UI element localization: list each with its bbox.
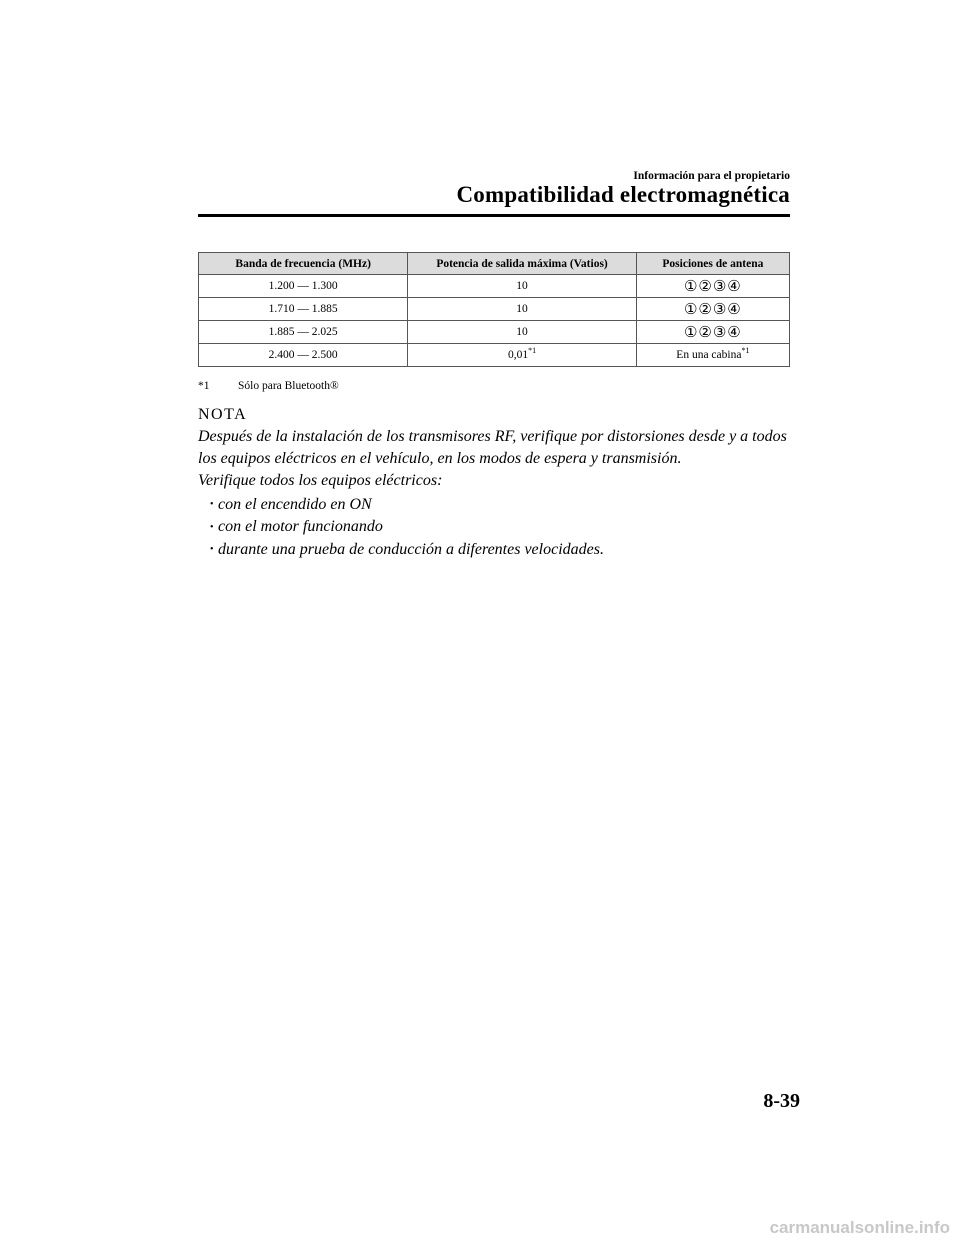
cell-antenna-positions: ①②③④: [636, 275, 789, 298]
cell-power: 10: [408, 321, 636, 344]
page-title: Compatibilidad electromagnética: [456, 182, 790, 207]
note-body: [198, 426, 798, 492]
cell-power: 10: [408, 298, 636, 321]
table-row: [199, 321, 790, 344]
cell-band: 1.200 ― 1.300: [199, 275, 408, 298]
table-header-row: [199, 253, 790, 275]
table-footnote: [198, 380, 339, 392]
list-item: [210, 516, 604, 538]
list-item: [210, 539, 604, 561]
column-header-power: Potencia de salida máxima (Vatios): [408, 253, 636, 275]
footnote-text: Sólo para Bluetooth®: [238, 380, 339, 392]
cell-antenna-positions: ①②③④: [636, 298, 789, 321]
header-divider: [198, 214, 790, 217]
column-header-band: Banda de frecuencia (MHz): [199, 253, 408, 275]
frequency-table: [198, 252, 790, 367]
note-bullet-list: [210, 494, 604, 561]
cell-power: 10: [408, 275, 636, 298]
table-row: [199, 275, 790, 298]
footnote-mark: *1: [198, 380, 210, 392]
note-label: NOTA: [198, 406, 248, 423]
table-row: [199, 344, 790, 367]
cell-power: [408, 344, 636, 367]
cell-band: 2.400 ― 2.500: [199, 344, 408, 367]
bullet-icon: •: [210, 499, 214, 511]
page-number: 8-39: [763, 1090, 800, 1112]
list-item-text: con el motor funcionando: [218, 518, 383, 536]
cell-antenna-positions: [636, 344, 789, 367]
cell-band: 1.885 ― 2.025: [199, 321, 408, 344]
note-paragraph: Después de la instalación de los transmisores RF, verifique por distorsiones desde y a todos los equipos eléctricos en el vehículo, en los modos de espera y transmisión.: [198, 428, 787, 467]
watermark: carmanualsonline.info: [769, 1218, 950, 1237]
footnote-ref: *1: [528, 346, 537, 356]
column-header-positions: Posiciones de antena: [636, 253, 789, 275]
cell-antenna-positions: ①②③④: [636, 321, 789, 344]
note-paragraph: Verifique todos los equipos eléctricos:: [198, 472, 443, 489]
power-value: 0,01: [507, 349, 529, 361]
section-subtitle: Información para el propietario: [633, 170, 790, 182]
list-item: [210, 494, 604, 516]
bullet-icon: •: [210, 521, 214, 533]
positions-value: En una cabina: [676, 349, 742, 361]
list-item-text: con el encendido en ON: [218, 496, 372, 513]
bullet-icon: •: [210, 543, 214, 555]
footnote-ref: *1: [741, 346, 750, 356]
list-item-text: durante una prueba de conducción a diferentes velocidades.: [218, 540, 604, 558]
cell-band: 1.710 ― 1.885: [199, 298, 408, 321]
table-row: [199, 298, 790, 321]
